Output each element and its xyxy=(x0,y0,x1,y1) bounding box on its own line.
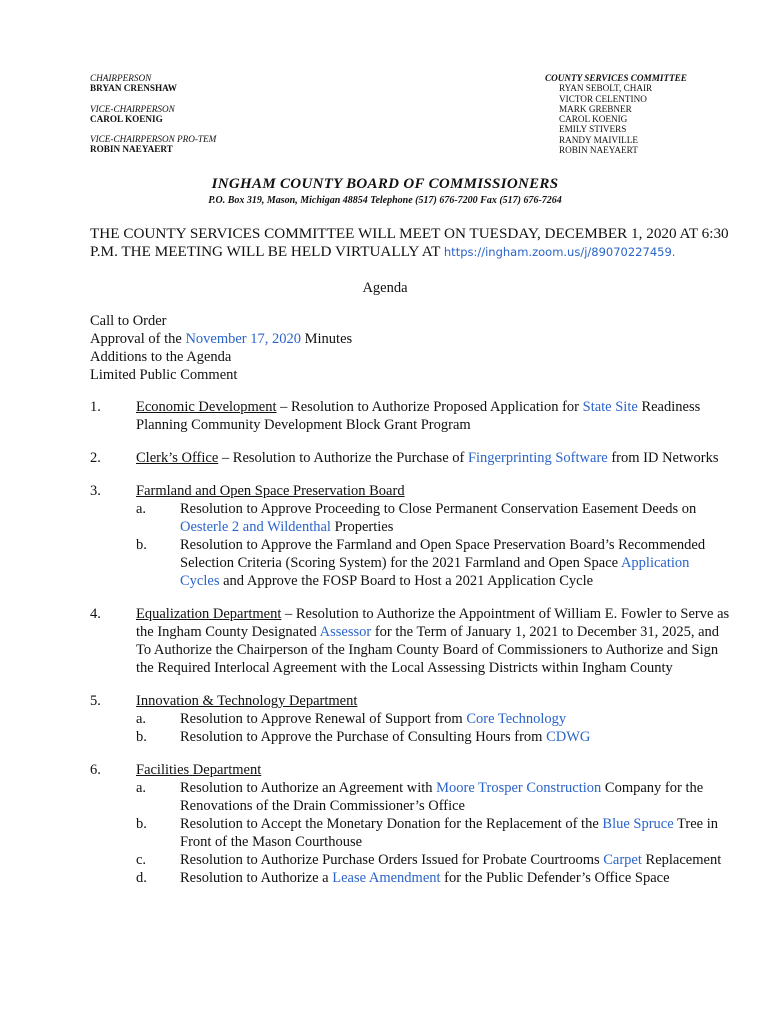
sub-item-text-end: Replacement xyxy=(641,852,722,868)
sub-item-text: Resolution to Authorize a xyxy=(180,870,333,886)
sub-item-6a xyxy=(136,779,730,815)
officers-block xyxy=(90,73,216,165)
preliminary-items xyxy=(90,312,352,384)
carpet-link[interactable]: Carpet xyxy=(603,852,642,868)
sub-item-text-end: Company for the Renovations of the Drain Commissioner’s Office xyxy=(180,780,704,814)
department-name: Farmland and Open Space Preservation Board xyxy=(136,483,405,499)
sub-item-letter: c. xyxy=(136,852,147,868)
item-number: 6. xyxy=(90,762,101,778)
committee-member: EMILY STIVERS xyxy=(559,124,627,135)
sub-item-text-end: and Approve the FOSP Board to Host a 2021 Application Cycle xyxy=(219,573,594,589)
agenda-items xyxy=(90,398,730,902)
approval-text-end: Minutes xyxy=(301,331,353,347)
item-text: – Resolution to Authorize the Purchase of xyxy=(218,450,468,466)
sub-item-3b xyxy=(136,536,730,590)
sub-item-5a xyxy=(136,710,730,728)
approval-text: Approval of the xyxy=(90,331,186,347)
oesterle-wildenthal-link[interactable]: Oesterle 2 and Wildenthal xyxy=(180,519,331,535)
limited-public-comment: Limited Public Comment xyxy=(90,367,238,383)
agenda-item-1 xyxy=(90,398,730,434)
sub-item-letter: a. xyxy=(136,711,147,727)
committee-title: COUNTY SERVICES COMMITTEE xyxy=(545,73,687,83)
meeting-notice xyxy=(90,225,750,261)
item-number: 1. xyxy=(90,399,101,415)
agenda-item-4 xyxy=(90,605,730,677)
vice-chair-group xyxy=(90,104,216,125)
assessor-link[interactable]: Assessor xyxy=(319,624,372,640)
sub-item-6b xyxy=(136,815,730,851)
chairperson-label: CHAIRPERSON xyxy=(90,73,152,83)
agenda-item-6 xyxy=(90,761,730,887)
sub-item-5b xyxy=(136,728,730,746)
sub-item-letter: d. xyxy=(136,870,147,886)
sub-item-letter: b. xyxy=(136,729,147,745)
moore-trosper-link[interactable]: Moore Trosper Construction xyxy=(436,780,602,796)
sub-item-text: Resolution to Authorize Purchase Orders Issued for Probate Courtrooms xyxy=(180,852,604,868)
item-number: 4. xyxy=(90,606,101,622)
sub-item-text: Resolution to Approve Renewal of Support from xyxy=(180,711,467,727)
sub-item-text: Resolution to Approve the Purchase of Consulting Hours from xyxy=(180,729,547,745)
chairperson-name: BRYAN CRENSHAW xyxy=(90,83,177,94)
sub-item-6c xyxy=(136,851,730,869)
state-site-link[interactable]: State Site xyxy=(582,399,638,415)
call-to-order: Call to Order xyxy=(90,313,167,329)
vice-chair-pro-tem-label: VICE-CHAIRPERSON PRO-TEM xyxy=(90,134,217,145)
item-text: – Resolution to Authorize the Appointment of William E. Fowler to Serve as the Ingham County Designated xyxy=(136,606,730,640)
application-cycles-link[interactable]: Application Cycles xyxy=(180,555,690,589)
vice-chair-pro-tem-name: ROBIN NAEYAERT xyxy=(90,144,173,155)
fingerprinting-software-link[interactable]: Fingerprinting Software xyxy=(467,450,608,466)
item-text-end: for the Term of January 1, 2021 to December 31, 2025, and To Authorize the Chairperson of the Ingham County Board of Commissioners to Authorize and Sign the Required Interlocal Agreement with the Local Assessing Districts within Ingham County xyxy=(136,624,720,676)
zoom-meeting-link[interactable]: https://ingham.zoom.us/j/89070227459. xyxy=(443,245,676,259)
item-text: – Resolution to Authorize Proposed Application for xyxy=(276,399,583,415)
committee-block xyxy=(545,73,687,155)
sub-item-text: Resolution to Approve Proceeding to Close Permanent Conservation Easement Deeds on xyxy=(180,501,697,517)
agenda-heading: Agenda xyxy=(362,280,408,296)
chairperson-group xyxy=(90,73,216,94)
committee-member: RANDY MAIVILLE xyxy=(559,134,639,145)
cdwg-link[interactable]: CDWG xyxy=(546,729,591,745)
lease-amendment-link[interactable]: Lease Amendment xyxy=(332,870,441,886)
department-name: Equalization Department xyxy=(136,606,282,622)
sub-item-text: Resolution to Accept the Monetary Donation for the Replacement of the xyxy=(180,816,603,832)
approval-of-minutes xyxy=(90,330,352,348)
sub-item-text-end: Properties xyxy=(330,519,394,535)
agenda-item-3 xyxy=(90,482,730,590)
item-text-end: Readiness Planning Community Development Block Grant Program xyxy=(136,399,701,433)
item-number: 3. xyxy=(90,483,101,499)
sub-item-text-end: for the Public Defender’s Office Space xyxy=(440,870,670,886)
sub-item-text: Resolution to Authorize an Agreement with xyxy=(180,780,437,796)
vice-chair-name: CAROL KOENIG xyxy=(90,113,163,124)
sub-item-letter: a. xyxy=(136,501,147,517)
committee-member: MARK GREBNER xyxy=(559,103,632,114)
additions-to-agenda: Additions to the Agenda xyxy=(90,349,232,365)
item-number: 5. xyxy=(90,693,101,709)
sub-item-text-end: Tree in Front of the Mason Courthouse xyxy=(180,816,719,850)
core-technology-link[interactable]: Core Technology xyxy=(466,711,567,727)
committee-member: CAROL KOENIG xyxy=(559,114,628,125)
committee-member: VICTOR CELENTINO xyxy=(559,93,647,104)
minutes-link[interactable]: November 17, 2020 xyxy=(185,331,302,347)
sub-item-letter: b. xyxy=(136,816,147,832)
board-address: P.O. Box 319, Mason, Michigan 48854 Telephone (517) 676-7200 Fax (517) 676-7264 xyxy=(208,195,562,206)
board-title: INGHAM COUNTY BOARD OF COMMISSIONERS xyxy=(211,176,559,192)
department-name: Clerk’s Office xyxy=(136,450,219,466)
sub-item-letter: b. xyxy=(136,537,147,553)
item-text-end: from ID Networks xyxy=(607,450,719,466)
meeting-notice-text: THE COUNTY SERVICES COMMITTEE WILL MEET ON TUESDAY, DECEMBER 1, 2020 AT 6:30 P.M. THE MEETING WILL BE HELD VIRTUALLY AT xyxy=(90,225,729,260)
department-name: Innovation & Technology Department xyxy=(136,693,358,709)
sub-item-6d xyxy=(136,869,730,887)
item-number: 2. xyxy=(90,450,101,466)
committee-member: RYAN SEBOLT, CHAIR xyxy=(559,83,653,94)
department-name: Facilities Department xyxy=(136,762,262,778)
agenda-item-5 xyxy=(90,692,730,746)
blue-spruce-link[interactable]: Blue Spruce xyxy=(602,816,674,832)
committee-member: ROBIN NAEYAERT xyxy=(559,145,638,156)
agenda-item-2 xyxy=(90,449,730,467)
vice-chair-label: VICE-CHAIRPERSON xyxy=(90,103,175,114)
sub-item-3a xyxy=(136,500,730,536)
department-name: Economic Development xyxy=(136,399,277,415)
sub-item-text: Resolution to Approve the Farmland and Open Space Preservation Board’s Recommended Selection Criteria (Scoring System) for the 2021 Farmland and Open Space xyxy=(180,537,706,571)
sub-item-letter: a. xyxy=(136,780,147,796)
vice-chair-pro-tem-group xyxy=(90,134,216,155)
